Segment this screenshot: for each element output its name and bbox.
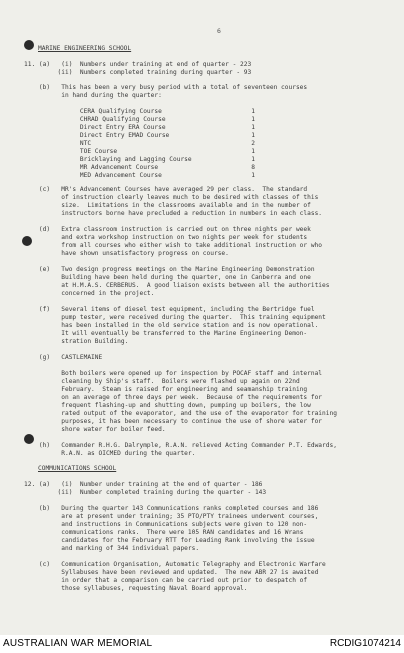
text-line: R.A.N. as OICMED during the quarter. <box>24 450 196 457</box>
text-line: has been installed in the old service station and is now operational. <box>24 322 319 329</box>
course-list-item: CHRAD Qualifying Course 1 <box>24 116 255 123</box>
archive-footer <box>0 635 404 653</box>
text-line: in order that a comparison can be carried out prior to despatch of <box>24 577 308 584</box>
text-line: at H.M.A.S. CERBERUS. A good liaison exists between all the authorities <box>24 282 330 289</box>
course-list-item: Direct Entry ERA Course 1 <box>24 124 255 131</box>
text-line: in hand during the quarter: <box>24 92 162 99</box>
text-line: pump tester, were received during the quarter. This training equipment <box>24 314 326 321</box>
text-line: (b) This has been a very busy period with a total of seventeen courses <box>24 84 308 91</box>
text-line: frequent flashing-up and shutting down, pumping up boilers, the low <box>24 402 311 409</box>
text-line: instructors borne have precluded a reduction in numbers in each class. <box>24 210 323 217</box>
text-line: stration Building. <box>24 338 129 345</box>
course-list-item: NTC 2 <box>24 140 255 147</box>
text-line: It will eventually be transferred to the Marine Engineering Demon- <box>24 330 308 337</box>
footer-source: AUSTRALIAN WAR MEMORIAL <box>3 638 153 649</box>
punch-hole-top <box>24 40 34 50</box>
course-list-item: MR Advancement Course 8 <box>24 164 255 171</box>
text-line: candidates for the February RTT for Leading Rank involving the issue <box>24 537 315 544</box>
text-line: (ii) Number completed training during the quarter - 143 <box>24 489 267 496</box>
text-line: 11. (a) (i) Numbers under training at end of quarter - 223 <box>24 61 252 68</box>
text-line: Building have been held during the quarter, one in Canberra and one <box>24 274 311 281</box>
text-line: (c) MR's Advancement Courses have averaged 29 per class. The standard <box>24 186 308 193</box>
text-line: 12. (a) (i) Number under training at the end of quarter - 186 <box>24 481 263 488</box>
text-line: February. Steam is raised for engineering and seamanship training <box>24 386 308 393</box>
text-line: (c) Communication Organisation, Automatic Telegraphy and Electronic Warfare <box>24 561 326 568</box>
text-line: and instructions in Communications subjects were given to 120 non- <box>24 521 308 528</box>
text-line: Syllabuses have been reviewed and updated. The new ABR 27 is awaited <box>24 569 319 576</box>
course-list-item: MED Advancement Course 1 <box>24 172 255 179</box>
section-heading-marine-engineering: MARINE ENGINEERING SCHOOL <box>38 45 132 52</box>
text-line: rated output of the evaporator, and the use of the evaporator for training <box>24 410 337 417</box>
course-list-item: Direct Entry EMAD Course 1 <box>24 132 255 139</box>
text-line: have shown unsatisfactory progress on course. <box>24 250 229 257</box>
text-line: shore water for boiler feed. <box>24 426 166 433</box>
text-line: cleaning by Ship's staff. Boilers were flashed up again on 22nd <box>24 378 300 385</box>
text-line: size. Limitations in the classrooms available and in the number of <box>24 202 311 209</box>
text-line: purposes, it has been necessary to continue the use of shore water for <box>24 418 323 425</box>
subheading-castlemaine: (g) CASTLEMAINE <box>24 354 103 361</box>
text-line: communications ranks. There were 105 RAN candidates and 16 Wrans <box>24 529 304 536</box>
text-line: (b) During the quarter 143 Communications ranks completed courses and 186 <box>24 505 319 512</box>
course-list-item: TOE Course 1 <box>24 148 255 155</box>
text-line: (f) Several items of diesel test equipment, including the Bertridge fuel <box>24 306 315 313</box>
text-line: (ii) Numbers completed training during quarter - 93 <box>24 69 252 76</box>
text-line: concerned in the project. <box>24 290 155 297</box>
text-line: those syllabuses, requesting Naval Board approval. <box>24 585 248 592</box>
text-line: and extra workshop instruction on two nights per week for students <box>24 234 308 241</box>
text-line: (e) Two design progress meetings on the Marine Engineering Demonstration <box>24 266 315 273</box>
text-line: are at present under training; 35 PTO/PTY trainees underwent courses, <box>24 513 319 520</box>
section-heading-communications: COMMUNICATIONS SCHOOL <box>38 465 117 472</box>
text-line: from all courses who either wish to take additional instruction or who <box>24 242 323 249</box>
text-line: on an average of three days per week. Because of the requirements for <box>24 394 323 401</box>
text-line: of instruction clearly leaves much to be desired with classes of this <box>24 194 319 201</box>
course-list-item: Bricklaying and Lagging Course 1 <box>24 156 255 163</box>
text-line: Both boilers were opened up for inspection by POCAF staff and internal <box>24 370 323 377</box>
text-line: (d) Extra classroom instruction is carried out on three nights per week <box>24 226 311 233</box>
text-line: and marking of 344 individual papers. <box>24 545 200 552</box>
footer-record-id: RCDIG1074214 <box>329 638 401 649</box>
course-list-item: CERA Qualifying Course 1 <box>24 108 255 115</box>
text-line: (h) Commander R.H.G. Dalrymple, R.A.N. relieved Acting Commander P.T. Edwards, <box>24 442 337 449</box>
page-number: 6 <box>217 27 221 35</box>
